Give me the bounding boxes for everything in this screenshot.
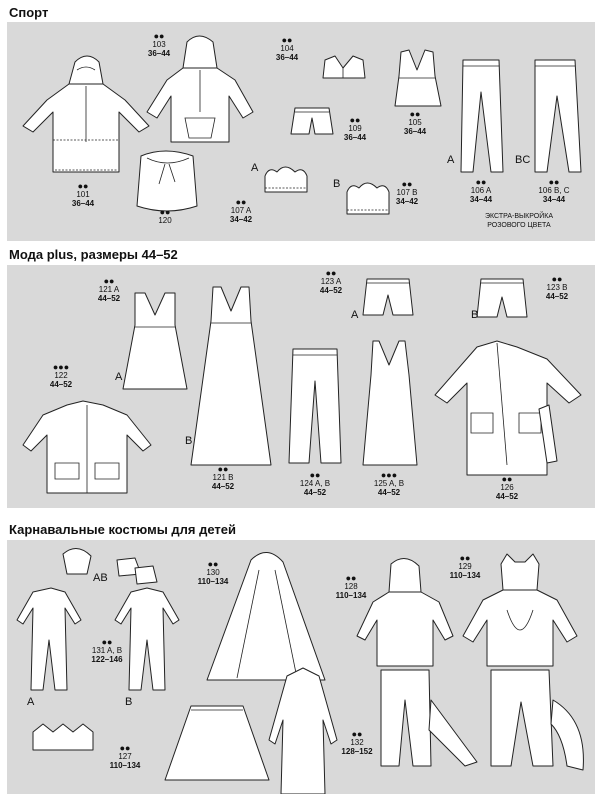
crop-top-104-drawing: [323, 56, 365, 78]
kids-panel: [7, 540, 595, 794]
model-label-125: ●●● 125 A, B 44–52: [373, 470, 405, 497]
model-label-105: ●● 105 36–44: [403, 109, 427, 136]
variant-letter-bc: BC: [515, 154, 531, 166]
variant-letter-b-131: B: [125, 696, 133, 708]
bag-120-drawing: [137, 151, 197, 211]
dress-121a-drawing: [123, 293, 187, 389]
model-label-123b: ●● 123 B 44–52: [545, 274, 569, 301]
sport-panel: [7, 22, 595, 241]
variant-letter-a-131: A: [27, 696, 35, 708]
variant-letter-a-123: A: [351, 309, 359, 321]
fox-hoodie-129-drawing: [463, 554, 583, 770]
pants-124-drawing: [289, 349, 341, 463]
variant-letter-b-123: B: [471, 309, 479, 321]
robe-126-drawing: [435, 341, 581, 475]
plus-panel: [7, 265, 595, 508]
section-title-kids: Карнавальные костюмы для детей: [9, 522, 237, 537]
model-label-131: ●● 131 A, B 122–146: [91, 637, 123, 664]
model-label-109: ●● 109 36–44: [343, 115, 367, 142]
extra-pattern-note: ЭКСТРА-ВЫКРОЙКА РОЗОВОГО ЦВЕТА: [484, 213, 553, 229]
tutu-skirt-drawing: [165, 706, 269, 780]
bra-top-107a-drawing: [265, 167, 307, 192]
model-label-106a: ●● 106 A 34–44: [469, 177, 493, 204]
model-label-121b: ●● 121 B 44–52: [211, 464, 235, 491]
variant-letter-a: A: [447, 154, 455, 166]
shorts-123a-drawing: [363, 279, 413, 315]
model-label-120: ●● 120: [158, 207, 172, 225]
pants-106a-drawing: [461, 60, 503, 172]
model-label-107a: ●● 107 A 34–42: [229, 197, 253, 224]
model-label-106bc: ●● 106 B, C 34–44: [538, 177, 570, 204]
hat-and-shoes-drawing: [63, 548, 157, 584]
variant-letter-ab: AB: [93, 572, 108, 584]
variant-letter-b-121: B: [185, 435, 193, 447]
variant-letter-a-107: A: [251, 162, 259, 174]
model-label-103: ●● 103 36–44: [147, 31, 171, 58]
model-label-124: ●● 124 A, B 44–52: [299, 470, 331, 497]
shorts-109-drawing: [291, 108, 333, 134]
dress-121b-drawing: [191, 287, 271, 465]
variant-letter-a-121: A: [115, 371, 123, 383]
jumpsuit-131a-drawing: [17, 588, 81, 690]
variant-letter-b-107: B: [333, 178, 341, 190]
model-label-126: ●● 126 44–52: [495, 474, 519, 501]
section-title-sport: Спорт: [9, 5, 49, 20]
model-label-127: ●● 127 110–134: [109, 743, 141, 770]
shorts-123b-drawing: [477, 279, 527, 317]
model-label-107b: ●● 107 B 34–42: [395, 179, 419, 206]
robe-132-drawing: [269, 668, 337, 794]
model-label-101: ●● 101 36–44: [71, 181, 95, 208]
section-title-plus: Мода plus, размеры 44–52: [9, 247, 178, 262]
model-label-132: ●● 132 128–152: [341, 729, 373, 756]
crown-127-drawing: [33, 724, 93, 750]
model-label-121a: ●● 121 A 44–52: [97, 276, 121, 303]
anorak-101-drawing: [23, 56, 149, 172]
model-label-122: ●●● 122 44–52: [49, 362, 73, 389]
tank-top-105-drawing: [395, 50, 441, 106]
slip-dress-125-drawing: [363, 341, 417, 465]
bra-top-107b-drawing: [347, 183, 389, 214]
model-label-104: ●● 104 36–44: [275, 35, 299, 62]
model-label-128: ●● 128 110–134: [335, 573, 367, 600]
model-label-123a: ●● 123 A 44–52: [319, 268, 343, 295]
model-label-130: ●● 130 110–134: [197, 559, 229, 586]
jacket-122-drawing: [23, 401, 151, 493]
pants-106bc-drawing: [535, 60, 581, 172]
model-label-129: ●● 129 110–134: [449, 553, 481, 580]
